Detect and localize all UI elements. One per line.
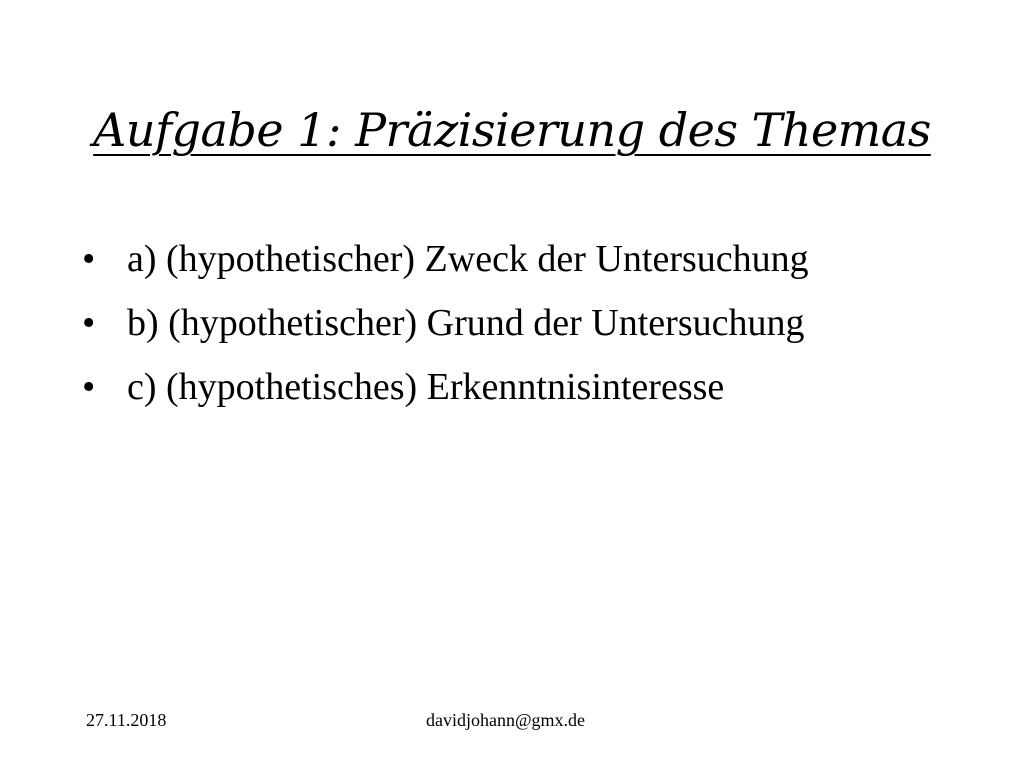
footer-date: 27.11.2018 bbox=[86, 710, 167, 730]
slide-title: Aufgabe 1: Präzisierung des Themas bbox=[93, 103, 931, 157]
bullet-icon: • bbox=[82, 366, 96, 408]
bullet-icon: • bbox=[82, 302, 96, 344]
bullet-text: a) (hypothetischer) Zweck der Untersuchung bbox=[127, 238, 809, 280]
bullet-list bbox=[82, 236, 942, 428]
footer-email: davidjohann@gmx.de bbox=[426, 710, 586, 730]
bullet-item bbox=[82, 236, 942, 282]
bullet-text: b) (hypothetischer) Grund der Untersuchung bbox=[127, 302, 805, 344]
bullet-text: c) (hypothetisches) Erkenntnisinteresse bbox=[127, 366, 725, 408]
bullet-item bbox=[82, 364, 942, 410]
bullet-item bbox=[82, 300, 942, 346]
bullet-icon: • bbox=[82, 238, 96, 280]
